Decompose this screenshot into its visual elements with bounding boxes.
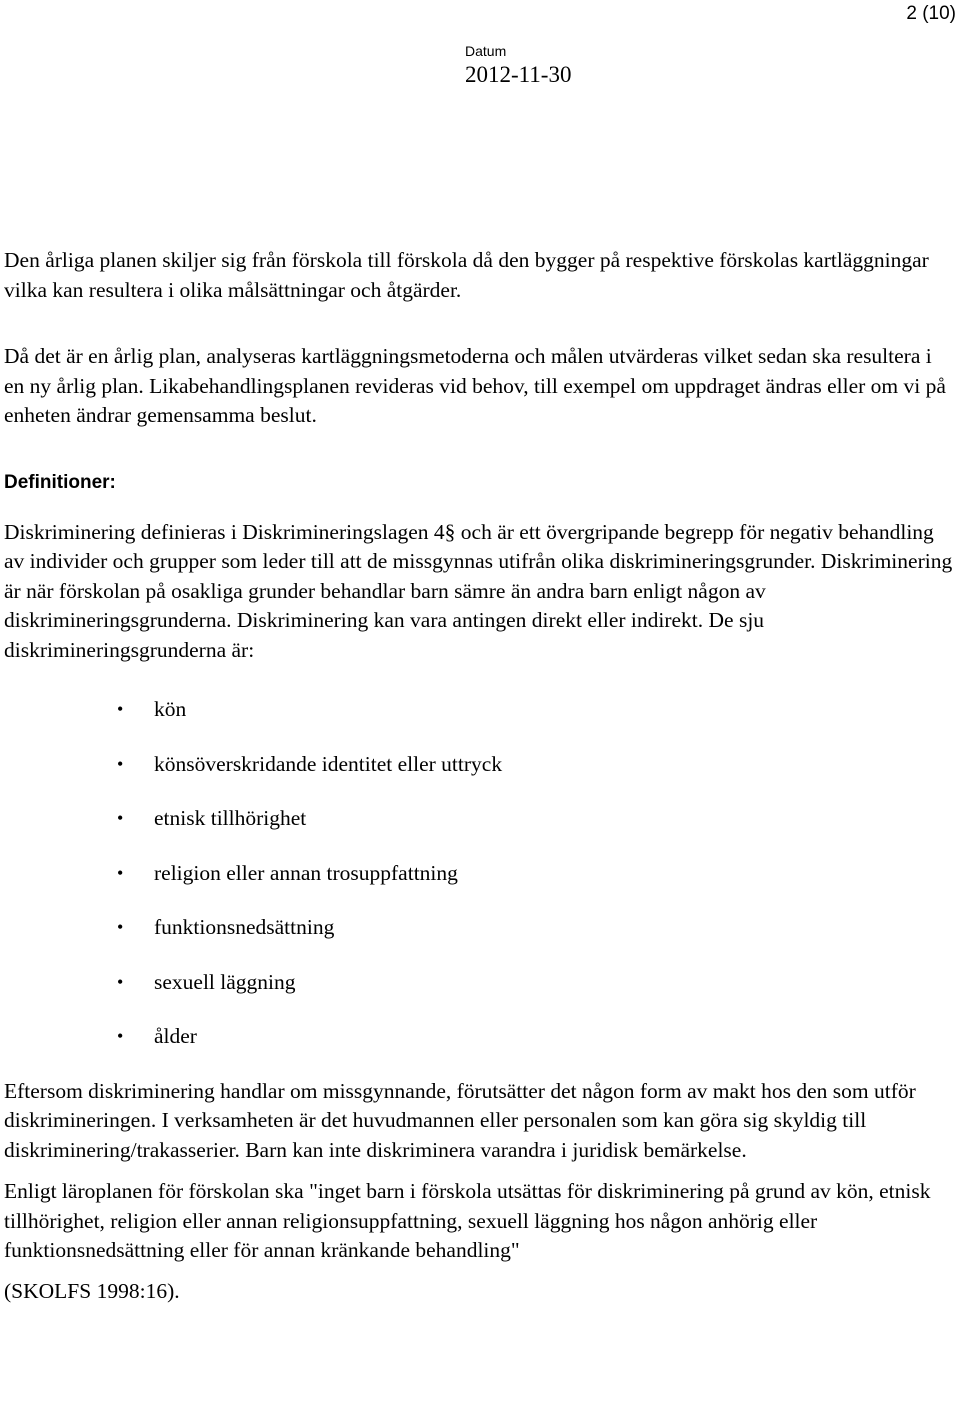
- list-item-label: kön: [154, 697, 187, 721]
- date-value: 2012-11-30: [465, 62, 572, 87]
- document-body: [4, 246, 954, 1306]
- page-number: 2 (10): [906, 3, 956, 24]
- bullet-icon: •: [117, 862, 124, 883]
- bullet-icon: •: [117, 917, 124, 937]
- list-item: [4, 913, 954, 968]
- list-item-label: könsöverskridande identitet eller uttryck: [154, 751, 503, 776]
- discrimination-grounds-list: [4, 695, 954, 1077]
- bullet-icon: •: [117, 753, 124, 774]
- list-item: [4, 695, 954, 750]
- list-item: [4, 750, 954, 805]
- list-item: [4, 804, 954, 859]
- section-heading-definitions: Definitioner:: [4, 471, 116, 493]
- list-item: [4, 1022, 954, 1077]
- list-item: [4, 968, 954, 1023]
- list-item-label: etnisk tillhörighet: [154, 806, 307, 830]
- list-item-label: sexuell läggning: [154, 969, 296, 994]
- bullet-icon: •: [117, 1026, 124, 1046]
- list-item-label: religion eller annan trosuppfattning: [154, 860, 458, 885]
- paragraph-annual-plan: Den årliga planen skiljer sig från förskola till förskola då den bygger på respektive förskolas kartläggningar vilka kan resultera i olika målsättningar och åtgärder.: [4, 248, 929, 302]
- date-label: Datum: [465, 43, 507, 59]
- bullet-icon: •: [117, 808, 124, 828]
- paragraph-plan-revision: Då det är en årlig plan, analyseras kartläggningsmetoderna och målen utvärderas vilket sedan ska resultera i en ny årlig plan. Likabehandlingsplanen revideras vid behov, till exempel om uppdraget ändras eller om vi på enheten ändrar gemensamma beslut.: [4, 344, 946, 427]
- list-item: [4, 859, 954, 914]
- paragraph-power-relation: Eftersom diskriminering handlar om missgynnande, förutsätter det någon form av makt hos den som utför diskrimineringen. I verksamheten är det huvudmannen eller personalen som kan göra sig skyldig till diskriminering/trakasserier. Barn kan inte diskriminera varandra i juridisk bemärkelse.: [4, 1078, 916, 1162]
- bullet-icon: •: [117, 971, 124, 992]
- paragraph-discrimination-definition: Diskriminering definieras i Diskrimineringslagen 4§ och är ett övergripande begrepp för negativ behandling av individer och grupper som leder till att de missgynnas utifrån olika diskrimineringsgrunder. Diskriminering är när förskolan på osakliga grunder behandlar barn sämre än andra barn enligt någon av diskrimineringsgrunderna. Diskriminering kan vara antingen direkt eller indirekt. De sju diskrimineringsgrunderna är:: [4, 519, 953, 662]
- bullet-icon: •: [117, 699, 124, 719]
- list-item-label: ålder: [154, 1024, 197, 1048]
- paragraph-curriculum-quote: Enligt läroplanen för förskolan ska "inget barn i förskola utsättas för diskriminering på grund av kön, etnisk tillhörighet, religion eller annan religionsuppfattning, sexuell läggning hos någon anhörig eller funktionsnedsättning eller för annan kränkande behandling": [4, 1179, 931, 1262]
- reference-citation: (SKOLFS 1998:16).: [4, 1278, 180, 1303]
- list-item-label: funktionsnedsättning: [154, 915, 335, 939]
